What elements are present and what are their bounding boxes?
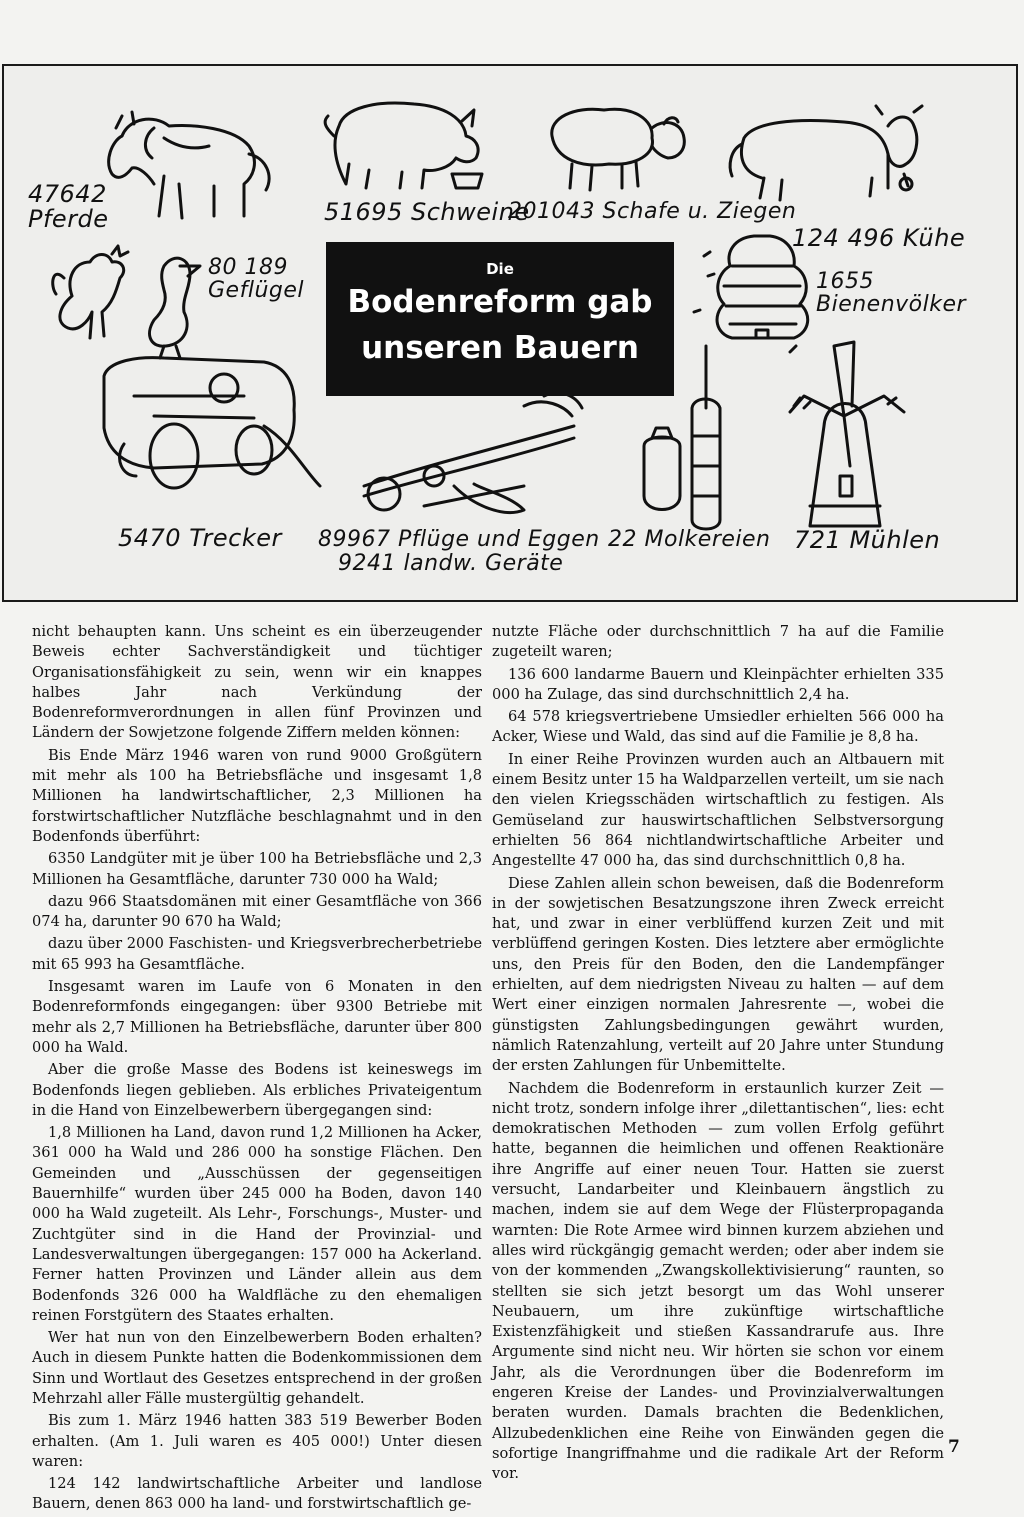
paragraph: 136 600 landarme Bauern und Kleinpächter erhielten 335 000 ha Zulage, das sind durchschnittlich 2,4 ha. (492, 665, 944, 703)
caption-count: 80 189 (208, 255, 288, 280)
caption-count: 201043 (508, 199, 595, 224)
paragraph: 124 142 landwirtschaftliche Arbeiter und landlose Bauern, denen 863 000 ha land- und forstwirtschaftlich ge- (32, 1475, 482, 1513)
paragraph: 64 578 kriegsvertriebene Umsiedler erhielten 566 000 ha Acker, Wiese und Wald, das sind auf die Familie je 8,8 ha. (492, 708, 944, 746)
caption-label: Molkereien (644, 527, 771, 552)
paragraph: Diese Zahlen allein schon beweisen, daß die Bodenreform in der sowjetischen Besatzungszone ihren Zweck erreicht hat, und zwar in einer verblüffend kurzen Zeit und mit verblüffend geringen Kosten. Dies letztere aber ermöglichte uns, den Preis für den Boden, den die Landempfänger erhielten, auf dem niedrigsten Niveau zu halten — auf dem Wert einer einzigen normalen Jahresrente —, wobei die günstigsten Zahlungsbedingungen gewährt wurden, nämlich Ratenzahlung, verteilt auf 20 Jahre unter Stundung der ersten Zahlungen für Unbemittelte. (492, 874, 944, 1075)
caption-label: Bienenvölker (816, 292, 967, 318)
caption-molkereien (608, 528, 771, 551)
pig-icon (325, 103, 482, 188)
caption-count: 47642 (28, 180, 107, 208)
caption-label: landw. Geräte (403, 551, 564, 576)
caption-label: Schweine (411, 198, 530, 226)
caption-gefluegel (208, 256, 304, 302)
text-column-left (32, 622, 482, 1517)
paragraph: Bis Ende März 1946 waren von rund 9000 Großgütern mit mehr als 100 ha Betriebsfläche und insgesamt 1,8 Millionen ha landwirtschaftlicher, 2,3 Millionen ha forstwirtschaftlicher Nutzfläche beschlagnahmt und in den Bodenfonds überführt: (32, 746, 482, 845)
caption-schweine (324, 200, 530, 225)
caption-schafe (508, 200, 796, 223)
caption-label: Pflüge und Eggen (398, 527, 600, 552)
caption-count: 9241 (338, 551, 396, 576)
illustration-panel (2, 64, 1018, 602)
banner-line-1: Die (486, 260, 514, 278)
paragraph: 6350 Landgüter mit je über 100 ha Betriebsfläche und 2,3 Millionen ha Gesamtfläche, darunter 730 000 ha Wald; (32, 850, 482, 888)
caption-count: 22 (608, 527, 637, 552)
caption-label: Mühlen (849, 526, 941, 554)
caption-kuehe (792, 226, 965, 251)
caption-label: Kühe (902, 224, 966, 252)
caption-count: 124 496 (792, 224, 895, 252)
sheep-icon (552, 109, 685, 190)
cow-icon (730, 106, 922, 200)
caption-label: Pferde (28, 205, 109, 234)
paragraph: Insgesamt waren im Laufe von 6 Monaten in den Bodenreformfonds eingegangen: über 9300 Betriebe mit mehr als 2,7 Millionen ha Betriebsfläche, darunter über 800 000 ha Wald. (32, 978, 482, 1056)
paragraph: Nachdem die Bodenreform in erstaunlich kurzer Zeit — nicht trotz, sondern infolge ihrer „dilettantischen“, lies: echt demokratischen Methoden — zum vollen Erfolg geführt hatte, begannen die heimlichen und offenen Reaktionäre ihre Angriffe auf einer neuen Tour. Hatten sie zuerst versucht, Landarbeiter und Kleinbauern ängstlich zu machen, indem sie auf dem Wege der Flüsterpropaganda warnten: Die Rote Armee wird binnen kurzem abziehen und alles wird rückgängig gemacht werden; oder aber indem sie von der kommenden „Zwangskollektivisierung“ raunten, so stellten sie sich jetzt besorgt um das Wohl unserer Neubauern, um ihre zukünftige wirtschaftliche Existenzfähigkeit und stießen Kassandrarufe aus. Ihre Argumente sind nicht neu. Wir hörten sie schon vor einem Jahr, als die Verordnungen über die Bodenreform im engeren Kreise der Landes- und Provinzialverwaltungen beraten wurden. Damals brachten die Bedenklichen, Allzubedenklichen eine Reihe von Einwänden gegen die sofortige Inangriffnahme und die radikale Art der Reform vor. (492, 1079, 944, 1483)
paragraph: Wer hat nun von den Einzelbewerbern Boden erhalten? Auch in diesem Punkte hatten die Bodenkommissionen dem Sinn und Wortlaut des Gesetzes entsprechend in der großen Mehrzahl aller Fälle mustergültig gehandelt. (32, 1329, 482, 1407)
headline-banner (326, 242, 674, 396)
banner-line-2: Bodenreform gab (347, 284, 653, 320)
caption-trecker (118, 526, 282, 551)
caption-muehlen (794, 528, 940, 553)
caption-label: Trecker (189, 524, 282, 552)
caption-count: 5470 (118, 524, 182, 552)
paragraph: Bis zum 1. März 1946 hatten 383 519 Bewerber Boden erhalten. (Am 1. Juli waren es 405 000!) Unter diesen waren: (32, 1412, 482, 1470)
banner-line-3: unseren Bauern (361, 330, 639, 366)
caption-label: Geflügel (208, 278, 304, 304)
caption-label: Schafe u. Ziegen (602, 199, 797, 224)
horses-icon (109, 112, 269, 218)
beehive-icon (694, 236, 808, 352)
paragraph: In einer Reihe Provinzen wurden auch an Altbauern mit einem Besitz unter 15 ha Waldparzellen verteilt, um sie nach den vielen Kriegsschäden wirtschaftlich zu festigen. Als Gemüseland zur hauswirtschaftlichen Selbstversorgung erhielten 56 864 nichtlandwirtschaftliche Arbeiter und Angestellte 47 000 ha, das sind durchschnittlich 0,8 ha. (492, 750, 944, 870)
paragraph: nutzte Fläche oder durchschnittlich 7 ha auf die Familie zugeteilt waren; (492, 623, 944, 661)
paragraph: dazu 966 Staatsdomänen mit einer Gesamtfläche von 366 074 ha, darunter 90 670 ha Wald; (32, 892, 482, 931)
caption-count: 51695 (324, 198, 403, 226)
plough-icon (364, 393, 582, 513)
caption-count: 89967 (318, 527, 391, 552)
caption-bienen (816, 270, 966, 316)
caption-count: 1655 (816, 269, 874, 294)
caption-pferde (28, 182, 109, 232)
caption-geraete (338, 552, 563, 575)
windmill-icon (790, 342, 904, 526)
paragraph: nicht behaupten kann. Uns scheint es ein überzeugender Beweis echter Sachverständigkeit und tüchtiger Organisationsfähigkeit zu sein, wenn wir ein knappes halbes Jahr nach Verkündung der Bodenreformverordnungen in allen fünf Provinzen und Ländern der Sowjetzone folgende Ziffern melden können: (32, 623, 482, 742)
tractor-icon (104, 358, 320, 488)
paragraph: Aber die große Masse des Bodens ist keineswegs im Bodenfonds liegen geblieben. Als erbliches Privateigentum in die Hand von Einzelbewerbern übergegangen sind: (32, 1061, 482, 1119)
text-column-right (492, 622, 944, 1486)
paragraph: dazu über 2000 Faschisten- und Kriegsverbrecherbetriebe mit 65 993 ha Gesamtfläche. (32, 935, 482, 973)
poultry-icon (53, 246, 128, 338)
caption-count: 721 (794, 526, 842, 554)
caption-pfluege (318, 528, 600, 551)
page-number: 7 (948, 1437, 960, 1457)
goose-icon (150, 258, 200, 358)
paragraph: 1,8 Millionen ha Land, davon rund 1,2 Millionen ha Acker, 361 000 ha Wald und 286 000 ha sonstige Flächen. Den Gemeinden und „Ausschüssen der gegenseitigen Bauernhilfe“ wurden über 245 000 ha Boden, davon 140 000 ha Wald zugeteilt. Als Lehr-, Forschungs-, Muster- und Zuchtgüter sind in die Hand der Provinzial- und Landesverwaltungen übergegangen: 157 000 ha Ackerland. Ferner hatten Provinzen und Länder allein aus dem Bodenfonds 326 000 ha Waldfläche zu den ehemaligen reinen Forstgütern des Staates erhalten. (32, 1124, 482, 1324)
